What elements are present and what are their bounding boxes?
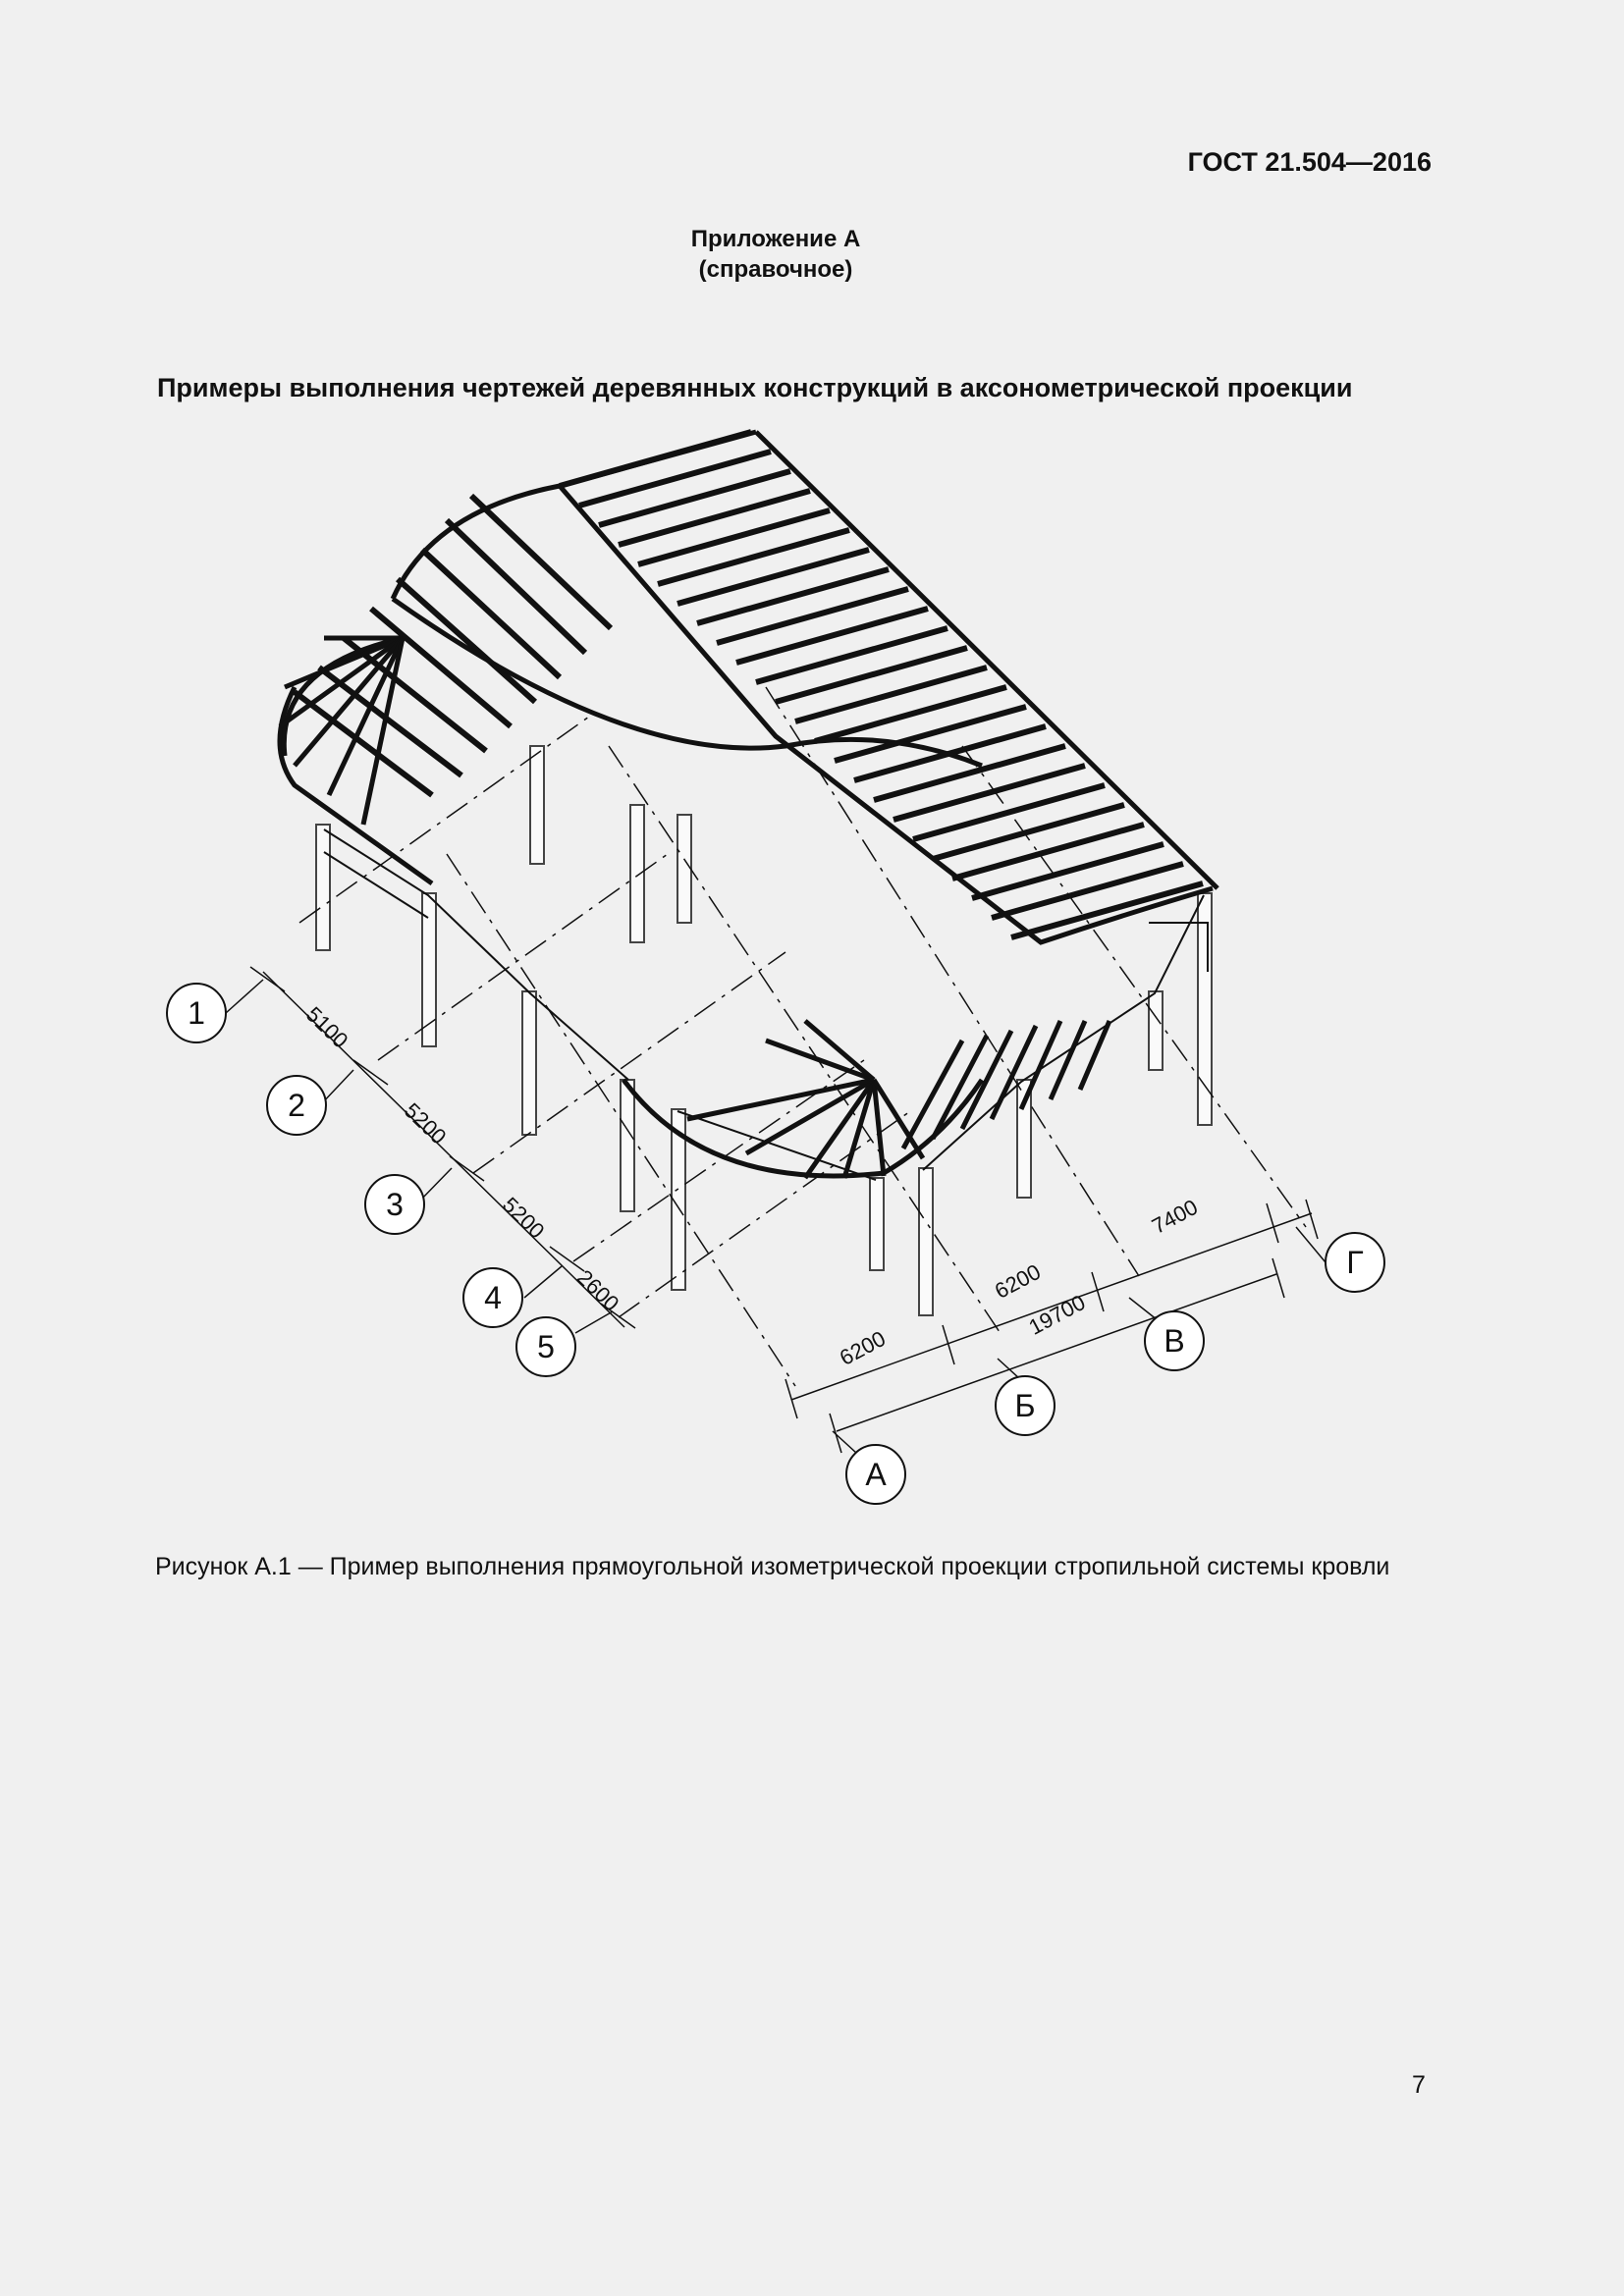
figure-caption: Рисунок А.1 — Пример выполнения прямоугольной изометрической проекции стропильной системы кровли: [155, 1553, 1390, 1580]
rafters-left: [295, 496, 611, 795]
axis-marker-b: [996, 1376, 1055, 1435]
dim-4-5: 2600: [571, 1264, 624, 1316]
axis-label: 4: [484, 1280, 502, 1315]
axis-marker-a: [846, 1445, 905, 1504]
appendix-title: [0, 224, 1551, 285]
columns: [316, 746, 1212, 1315]
axis-marker-5: [516, 1317, 575, 1376]
dim-1-2: 5100: [300, 1001, 353, 1053]
appendix-label: Приложение А: [690, 226, 861, 252]
page-number: 7: [1412, 2071, 1426, 2099]
axis-label: Г: [1346, 1245, 1364, 1280]
axis-label: В: [1164, 1323, 1185, 1359]
axis-label: Б: [1014, 1388, 1036, 1423]
dim-a-b: 6200: [835, 1325, 890, 1370]
dim-2-3: 5200: [399, 1097, 452, 1149]
axis-marker-4: [463, 1268, 522, 1327]
dim-b-v: 6200: [990, 1258, 1045, 1304]
rafters-main: [560, 432, 1203, 937]
section-heading: Примеры выполнения чертежей деревянных конструкций в аксонометрической проекции: [157, 373, 1353, 402]
axis-label: 1: [188, 995, 205, 1031]
axis-label: 5: [537, 1329, 555, 1364]
roof-isometric-drawing: [0, 412, 1624, 1512]
axis-marker-2: [267, 1076, 326, 1135]
axis-marker-v: [1145, 1311, 1204, 1370]
hip-fan-left: [280, 638, 403, 825]
standard-number: ГОСТ 21.504—2016: [1187, 147, 1432, 177]
dim-3-4: 5200: [497, 1192, 550, 1244]
axis-marker-3: [365, 1175, 424, 1234]
axis-marker-g: [1326, 1233, 1384, 1292]
axis-label: 3: [386, 1187, 404, 1222]
axis-marker-1: [167, 984, 226, 1042]
axis-label: 2: [288, 1088, 305, 1123]
appendix-type: (справочное): [698, 256, 853, 283]
rafters-front-right: [903, 1021, 1110, 1148]
axis-label: А: [865, 1457, 887, 1492]
dim-v-g: 7400: [1147, 1194, 1202, 1239]
dim-total: 19700: [1024, 1289, 1090, 1340]
